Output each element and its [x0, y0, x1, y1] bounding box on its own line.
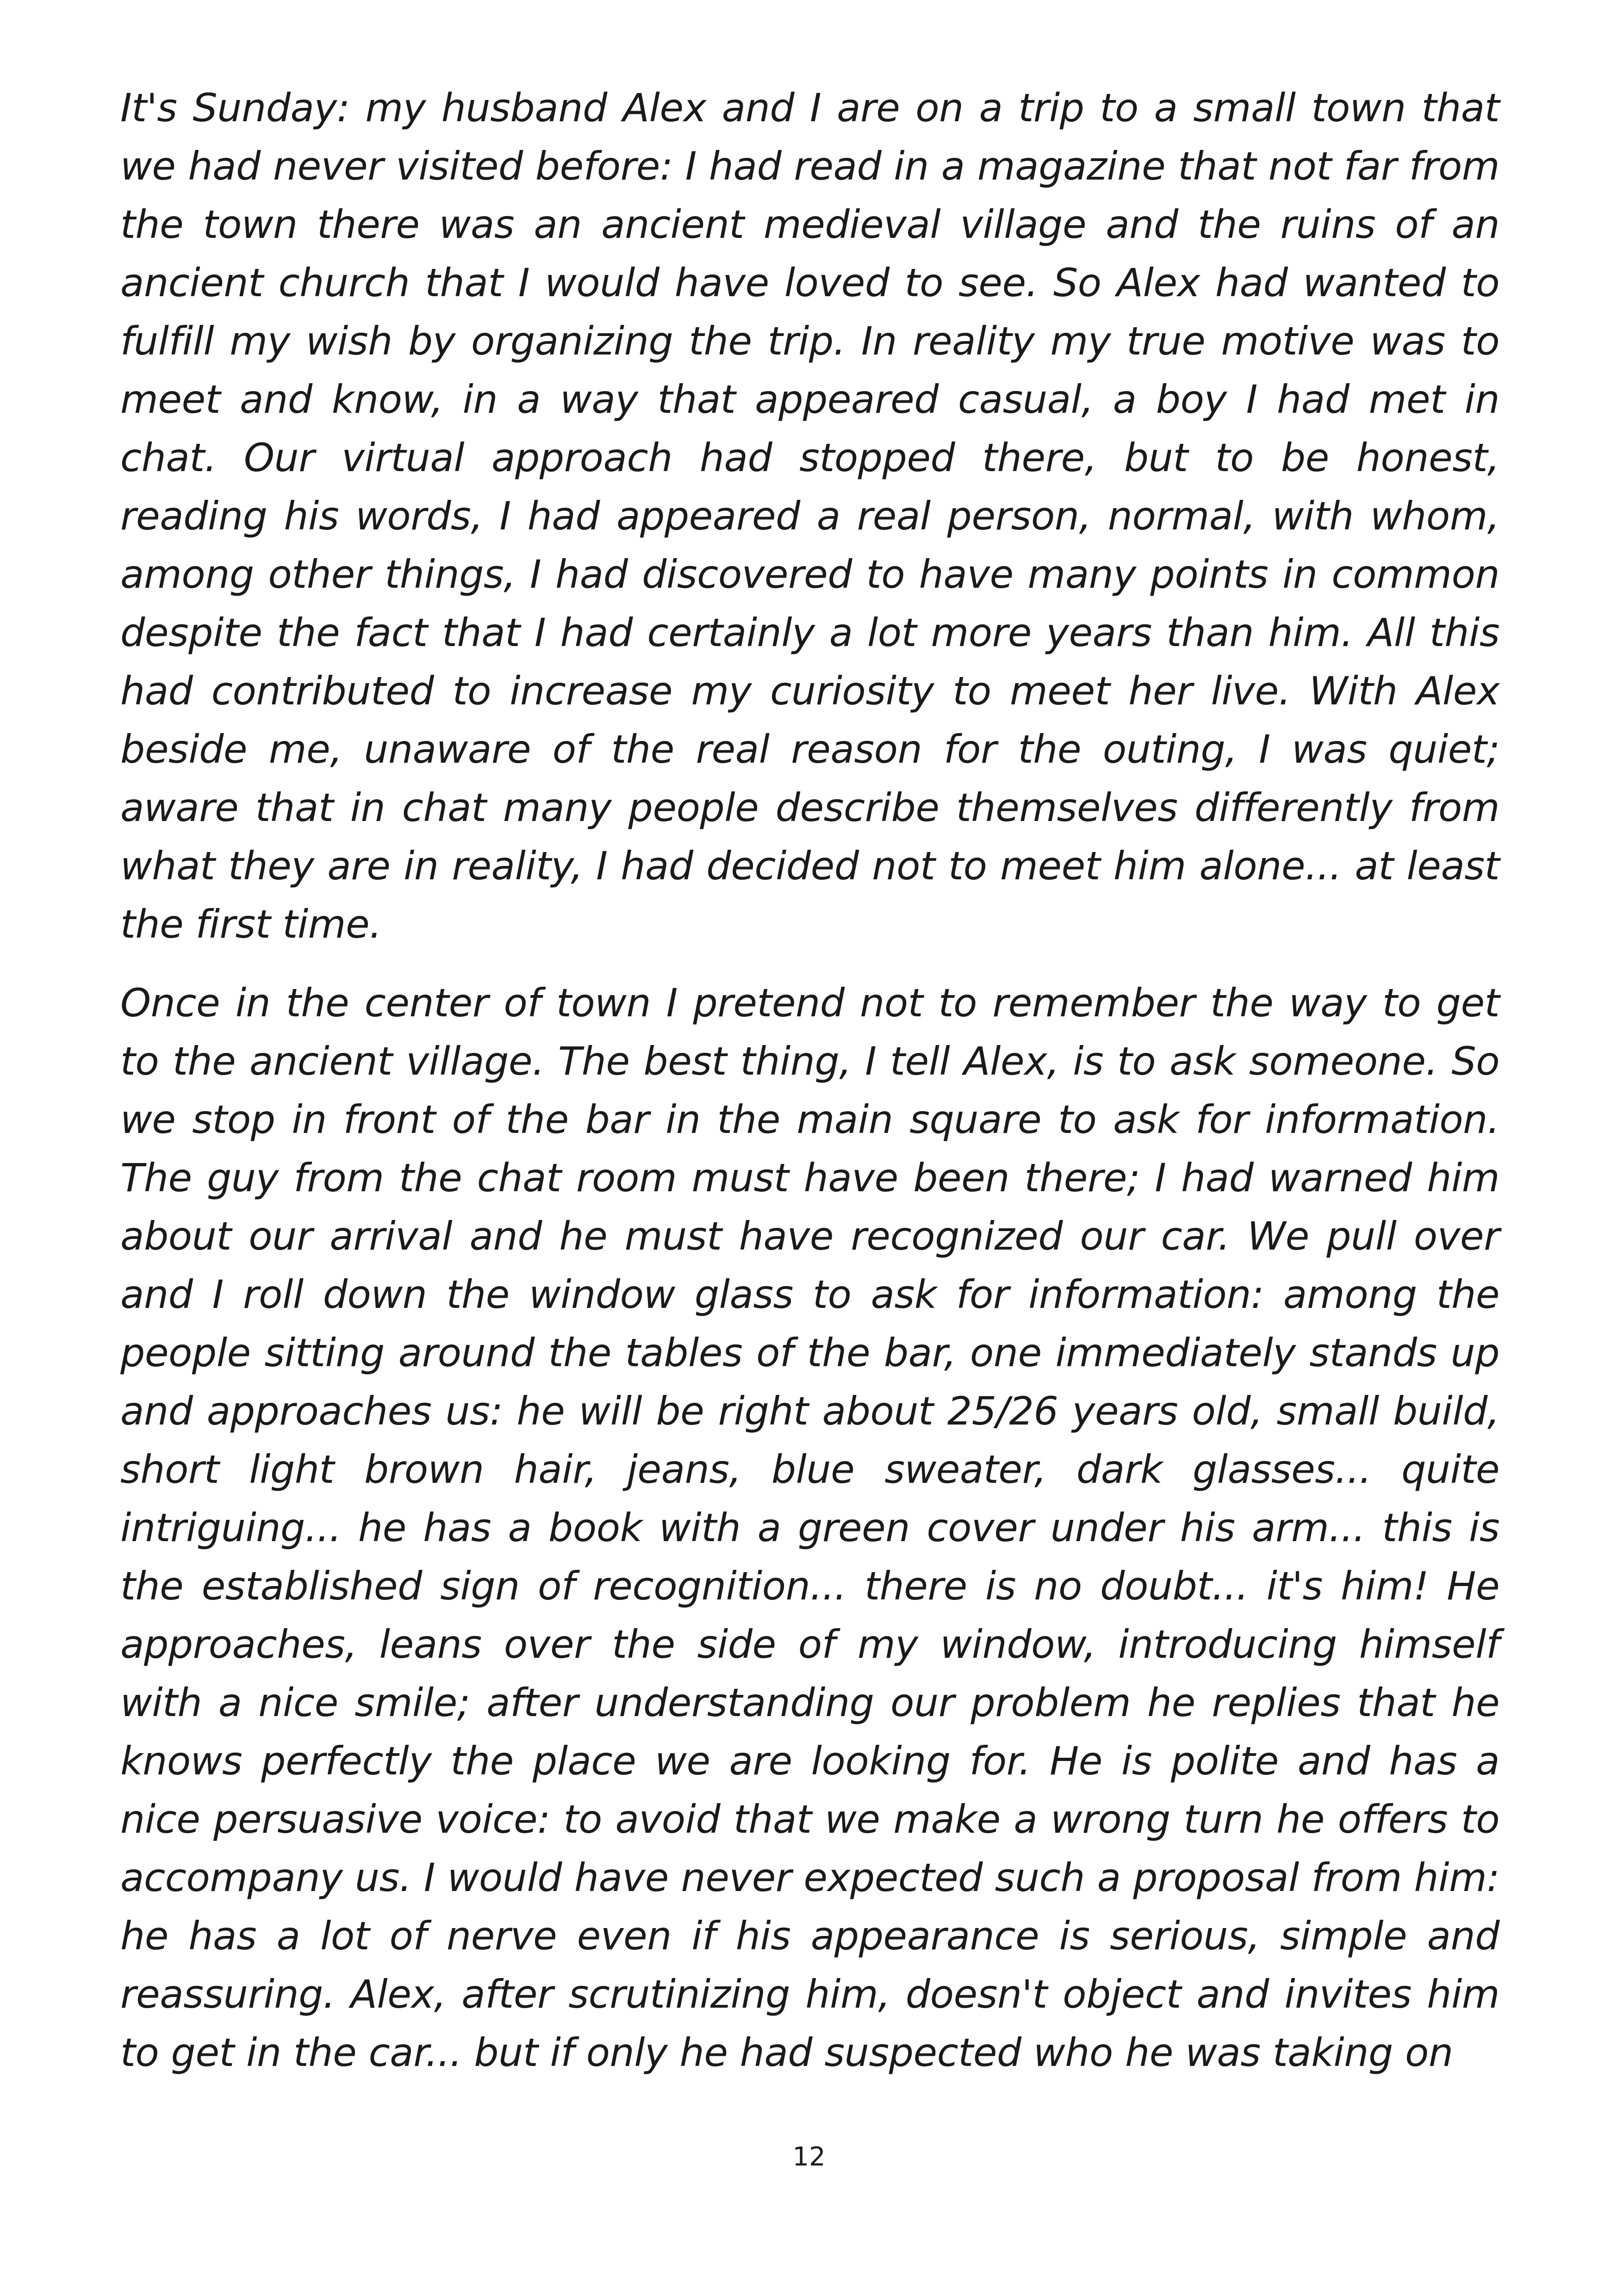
paragraph-2: Once in the center of town I pretend not to remember the way to get to the ancient village. The best thing, I tell Alex, is to ask someone. So we stop in front of the bar in the main square to ask for information. The guy from the chat room must have been there; I had warned him about our arrival and he must have recognized our car. We pull over and I roll down the window glass to ask for information: among the people sitting around the tables of the bar, one immediately stands up and approaches us: he will be right about 25/26 years old, small build, short light brown hair, jeans, blue sweater, dark glasses... quite intriguing... he has a book with a green cover under his arm... this is the established sign of recognition... there is no doubt... it's him! He approaches, leans over the side of my window, introducing himself with a nice smile; after understanding our problem he replies that he knows perfectly the place we are looking for. He is polite and has a nice persuasive voice: to avoid that we make a wrong turn he offers to accompany us. I would have never expected such a proposal from him: he has a lot of nerve even if his appearance is serious, simple and reassuring. Alex, after scrutinizing him, doesn't object and invites him to get in the car... but if only he had suspected who he was taking on	[120, 980, 1500, 2075]
page-number: 12	[792, 2142, 826, 2172]
paragraph-1: It's Sunday: my husband Alex and I are on a trip to a small town that we had never visited before: I had read in a magazine that not far from the town there was an ancient medieval village and the ruins of an ancient church that I would have loved to see. So Alex had wanted to fulfill my wish by organizing the trip. In reality my true motive was to meet and know, in a way that appeared casual, a boy I had met in chat. Our virtual approach had stopped there, but to be honest, reading his words, I had appeared a real person, normal, with whom, among other things, I had discovered to have many points in common despite the fact that I had certainly a lot more years than him. All this had contributed to increase my curiosity to meet her live. With Alex beside me, unaware of the real reason for the outing, I was quiet; aware that in chat many people describe themselves differently from what they are in reality, I had decided not to meet him alone... at least the first time.	[120, 85, 1500, 947]
body-text	[120, 79, 1500, 2082]
